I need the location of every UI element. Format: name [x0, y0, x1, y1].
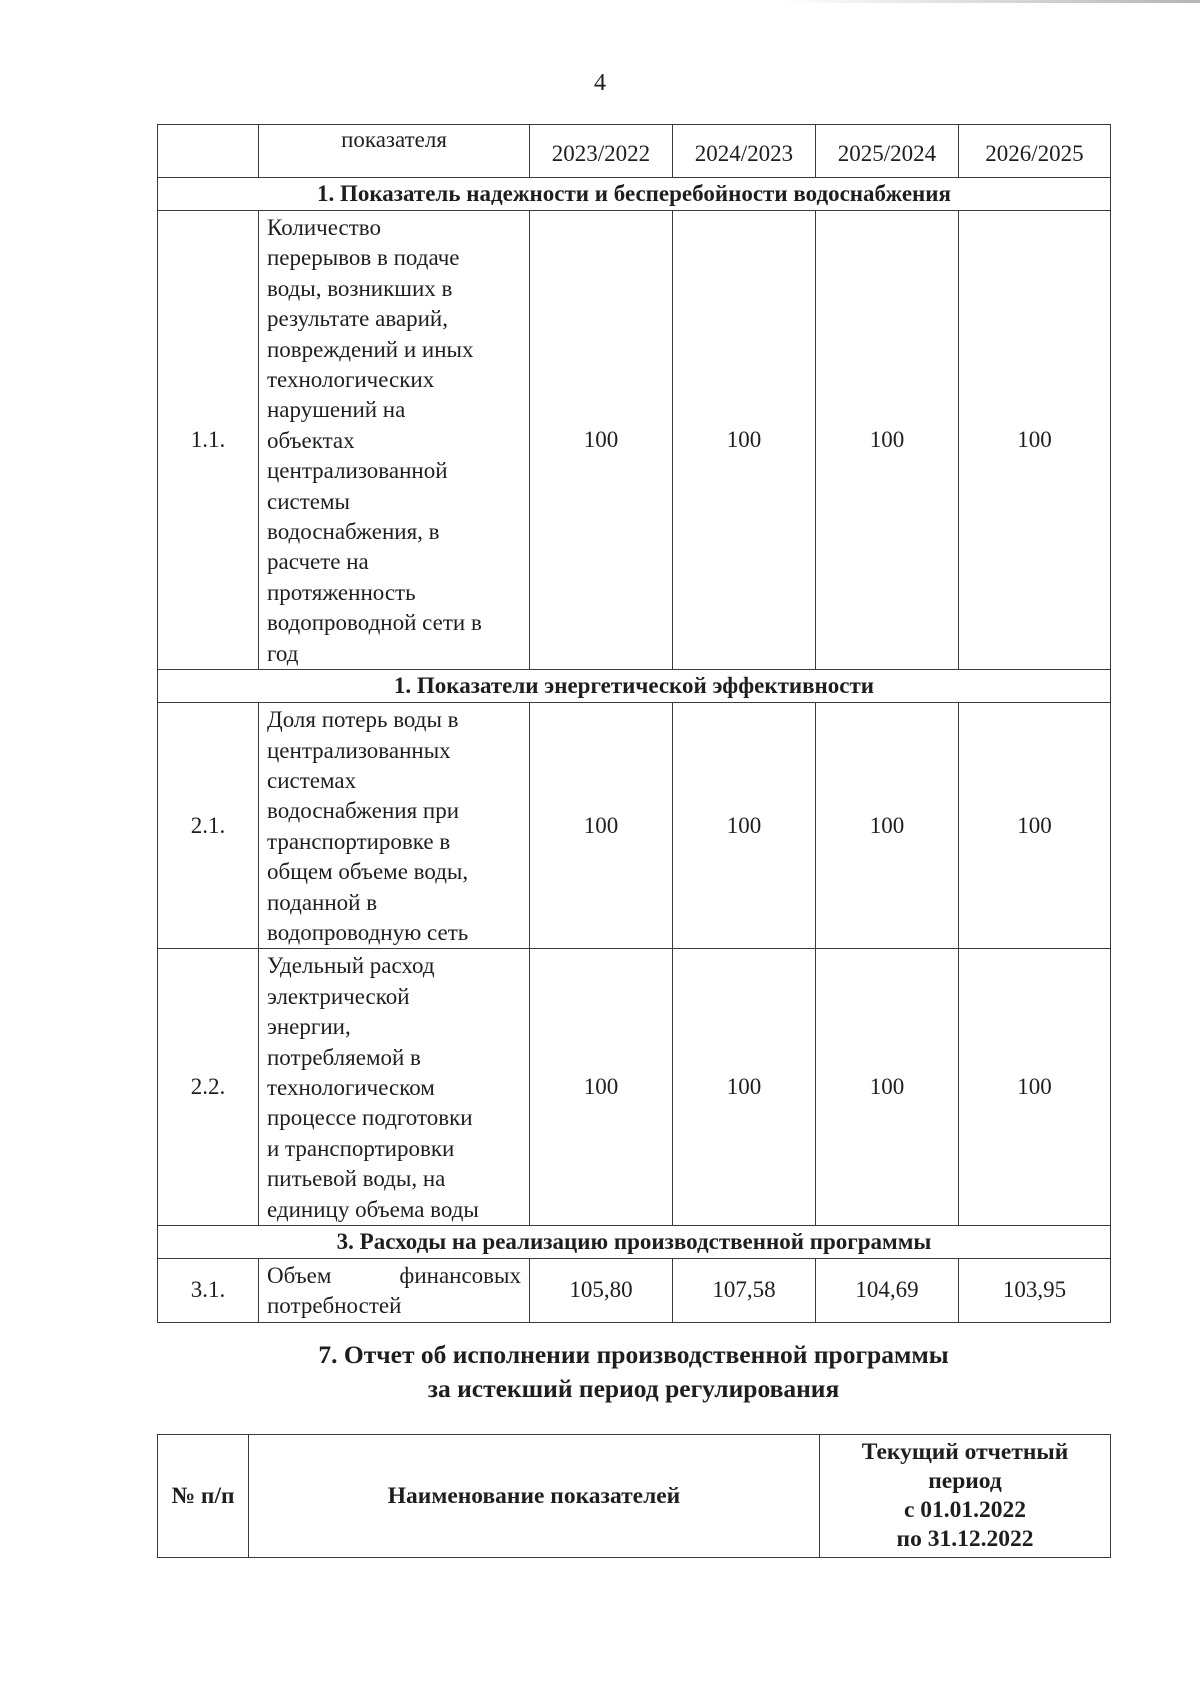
- indicator-line: потребляемой в: [267, 1044, 421, 1070]
- period-line: период: [928, 1468, 1002, 1494]
- indicator-line: расчете на: [267, 549, 369, 575]
- value-cell: 100: [530, 949, 673, 1226]
- indicator-line: объектах: [267, 427, 355, 453]
- value-cell: 100: [959, 211, 1111, 670]
- value-cell: 104,69: [816, 1259, 959, 1323]
- indicator-line: системах: [267, 767, 357, 793]
- indicator-line: электрической: [267, 983, 410, 1009]
- section-title: 1. Показатель надежности и бесперебойности водоснабжения: [158, 178, 1111, 211]
- section-row: [158, 670, 1111, 703]
- section-row: [158, 1226, 1111, 1259]
- row-number: 3.1.: [158, 1259, 259, 1323]
- indicator-line: водоснабжения при: [267, 798, 460, 824]
- indicator-line: повреждений и иных: [267, 336, 474, 362]
- row-number: 1.1.: [158, 211, 259, 670]
- header-num-cell: [158, 125, 259, 178]
- report-table: [157, 1434, 1111, 1558]
- header-year-cell: 2024/2023: [673, 125, 816, 178]
- indicator-line: единицу объема воды: [267, 1196, 479, 1222]
- indicator-line: Объем финансовых: [267, 1263, 521, 1288]
- section-7-title-line: 7. Отчет об исполнении производственной программы: [318, 1340, 949, 1369]
- indicator-line: потребностей: [267, 1293, 402, 1319]
- indicator-line: результате аварий,: [267, 306, 448, 332]
- header-year-cell: 2025/2024: [816, 125, 959, 178]
- value-cell: 100: [816, 211, 959, 670]
- value-cell: 100: [959, 703, 1111, 949]
- value-cell: 100: [673, 211, 816, 670]
- row-number: 2.1.: [158, 703, 259, 949]
- section-7-title-line: за истекший период регулирования: [427, 1374, 840, 1403]
- value-cell: 100: [673, 703, 816, 949]
- section-row: [158, 178, 1111, 211]
- value-cell: 100: [530, 211, 673, 670]
- indicator-line: год: [267, 640, 299, 666]
- period-line: Текущий отчетный: [861, 1439, 1069, 1465]
- value-cell: 100: [673, 949, 816, 1226]
- indicator-name: [259, 211, 530, 670]
- indicator-line: поданной в: [267, 889, 378, 915]
- indicator-line: процессе подготовки: [267, 1105, 473, 1131]
- indicator-line: водоснабжения, в: [267, 519, 440, 545]
- table-row: [158, 703, 1111, 949]
- value-cell: 100: [816, 703, 959, 949]
- indicator-line: энергии,: [267, 1014, 351, 1040]
- value-cell: 100: [816, 949, 959, 1226]
- indicator-line: централизованных: [267, 737, 451, 763]
- indicator-line: нарушений на: [267, 397, 406, 423]
- section-7-title: [157, 1338, 1110, 1406]
- indicator-line: Количество: [267, 215, 381, 240]
- indicator-line: транспортировке в: [267, 828, 451, 854]
- value-cell: 107,58: [673, 1259, 816, 1323]
- indicator-line: и транспортировки: [267, 1135, 455, 1161]
- indicator-line: водопроводной сети в: [267, 610, 482, 636]
- page-number: 4: [594, 70, 606, 96]
- indicator-line: Доля потерь воды в: [267, 707, 459, 733]
- indicators-table: [157, 124, 1111, 1323]
- table-header-row: [158, 125, 1111, 178]
- col-num-header: № п/п: [158, 1435, 249, 1558]
- period-line: по 31.12.2022: [896, 1526, 1034, 1552]
- table-row: [158, 211, 1111, 670]
- section-title: 1. Показатели энергетической эффективности: [158, 670, 1111, 703]
- header-name-cell: показателя: [259, 125, 530, 178]
- indicator-line: водопроводную сеть: [267, 919, 469, 945]
- col-name-header: Наименование показателей: [249, 1435, 820, 1558]
- scan-edge-artifact: [780, 0, 1200, 3]
- period-line: с 01.01.2022: [903, 1497, 1027, 1523]
- indicator-name: [259, 703, 530, 949]
- row-number: 2.2.: [158, 949, 259, 1226]
- section-title: 3. Расходы на реализацию производственной программы: [158, 1226, 1111, 1259]
- indicator-line: системы: [267, 488, 350, 514]
- value-cell: 103,95: [959, 1259, 1111, 1323]
- table-row: [158, 1259, 1111, 1323]
- indicator-name: [259, 949, 530, 1226]
- indicator-line: технологических: [267, 367, 435, 393]
- indicator-line: воды, возникших в: [267, 275, 453, 301]
- indicator-name: [259, 1259, 530, 1323]
- value-cell: 105,80: [530, 1259, 673, 1323]
- indicator-line: питьевой воды, на: [267, 1166, 446, 1192]
- value-cell: 100: [959, 949, 1111, 1226]
- report-header-row: [158, 1435, 1111, 1558]
- indicator-line: централизованной: [267, 458, 448, 484]
- table-row: [158, 949, 1111, 1226]
- col-period-header: [820, 1435, 1111, 1558]
- indicator-line: Удельный расход: [267, 953, 435, 979]
- header-year-cell: 2023/2022: [530, 125, 673, 178]
- value-cell: 100: [530, 703, 673, 949]
- indicator-line: общем объеме воды,: [267, 859, 469, 885]
- indicator-line: протяженность: [267, 579, 416, 605]
- indicator-line: технологическом: [267, 1074, 435, 1100]
- indicator-line: перерывов в подаче: [267, 245, 460, 271]
- header-year-cell: 2026/2025: [959, 125, 1111, 178]
